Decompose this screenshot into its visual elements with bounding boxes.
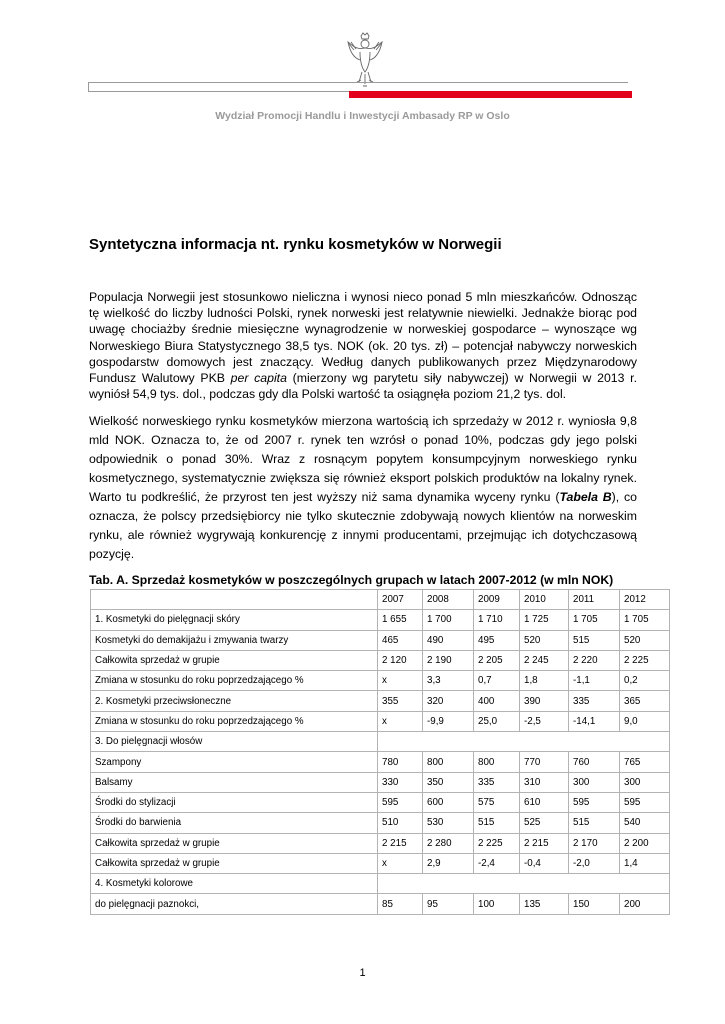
value-cell: 1 710 bbox=[474, 610, 520, 630]
header-red-bar bbox=[349, 91, 632, 98]
year-header: 2010 bbox=[520, 590, 569, 610]
row-label-cell: 2. Kosmetyki przeciwsłoneczne bbox=[91, 691, 378, 711]
value-cell: 1 705 bbox=[620, 610, 670, 630]
table-row bbox=[91, 853, 670, 873]
value-cell: 2 215 bbox=[378, 833, 423, 853]
value-cell: 350 bbox=[423, 772, 474, 792]
value-cell: 330 bbox=[378, 772, 423, 792]
value-cell: 515 bbox=[569, 630, 620, 650]
table-row bbox=[91, 752, 670, 772]
row-label-cell: Zmiana w stosunku do roku poprzedzającego % bbox=[91, 671, 378, 691]
value-cell: 135 bbox=[520, 894, 569, 914]
value-cell: 0,7 bbox=[474, 671, 520, 691]
value-cell: 2 215 bbox=[520, 833, 569, 853]
value-cell: 310 bbox=[520, 772, 569, 792]
value-cell: -2,0 bbox=[569, 853, 620, 873]
table-row bbox=[91, 610, 670, 630]
polish-eagle-emblem-icon bbox=[345, 30, 385, 90]
header-organization: Wydział Promocji Handlu i Inwestycji Ambasady RP w Oslo bbox=[215, 110, 510, 122]
row-label-cell: 3. Do pielęgnacji włosów bbox=[91, 732, 378, 752]
table-row bbox=[91, 792, 670, 812]
year-header: 2007 bbox=[378, 590, 423, 610]
value-cell: 760 bbox=[569, 752, 620, 772]
value-cell: 520 bbox=[620, 630, 670, 650]
value-cell: 530 bbox=[423, 813, 474, 833]
value-cell: 515 bbox=[569, 813, 620, 833]
value-cell: 2 245 bbox=[520, 650, 569, 670]
value-cell: 9,0 bbox=[620, 711, 670, 731]
value-cell: 540 bbox=[620, 813, 670, 833]
value-cell: 3,3 bbox=[423, 671, 474, 691]
value-cell: 515 bbox=[474, 813, 520, 833]
value-cell: 85 bbox=[378, 894, 423, 914]
value-cell: 2 190 bbox=[423, 650, 474, 670]
value-cell: 595 bbox=[378, 792, 423, 812]
value-cell: x bbox=[378, 711, 423, 731]
row-label-cell: do pielęgnacji paznokci, bbox=[91, 894, 378, 914]
table-body bbox=[91, 590, 670, 915]
value-cell: 765 bbox=[620, 752, 670, 772]
value-cell: 1 655 bbox=[378, 610, 423, 630]
value-cell: 520 bbox=[520, 630, 569, 650]
table-row bbox=[91, 691, 670, 711]
value-cell: 25,0 bbox=[474, 711, 520, 731]
row-label-cell: Całkowita sprzedaż w grupie bbox=[91, 833, 378, 853]
value-cell: 800 bbox=[423, 752, 474, 772]
value-cell: 2 280 bbox=[423, 833, 474, 853]
page-number: 1 bbox=[359, 967, 366, 979]
row-label-cell: Środki do stylizacji bbox=[91, 792, 378, 812]
value-cell: 1,4 bbox=[620, 853, 670, 873]
table-row bbox=[91, 894, 670, 914]
value-cell: -2,4 bbox=[474, 853, 520, 873]
value-cell: 2 205 bbox=[474, 650, 520, 670]
value-cell: 355 bbox=[378, 691, 423, 711]
value-cell: 320 bbox=[423, 691, 474, 711]
table-row bbox=[91, 772, 670, 792]
row-label-cell: Całkowita sprzedaż w grupie bbox=[91, 853, 378, 873]
value-cell: 465 bbox=[378, 630, 423, 650]
table-row bbox=[91, 732, 670, 752]
value-cell: 2 220 bbox=[569, 650, 620, 670]
value-cell: -1,1 bbox=[569, 671, 620, 691]
value-cell: 575 bbox=[474, 792, 520, 812]
value-cell: 490 bbox=[423, 630, 474, 650]
value-cell: 300 bbox=[569, 772, 620, 792]
value-cell: 595 bbox=[569, 792, 620, 812]
value-cell: 1 725 bbox=[520, 610, 569, 630]
year-header: 2012 bbox=[620, 590, 670, 610]
row-label-cell: 1. Kosmetyki do pielęgnacji skóry bbox=[91, 610, 378, 630]
value-cell: -0,4 bbox=[520, 853, 569, 873]
value-cell: -2,5 bbox=[520, 711, 569, 731]
value-cell: 525 bbox=[520, 813, 569, 833]
year-header: 2009 bbox=[474, 590, 520, 610]
row-label-cell: Zmiana w stosunku do roku poprzedzającego % bbox=[91, 711, 378, 731]
value-cell: 390 bbox=[520, 691, 569, 711]
value-cell: x bbox=[378, 671, 423, 691]
table-row bbox=[91, 671, 670, 691]
value-cell: 495 bbox=[474, 630, 520, 650]
section-empty-cell bbox=[378, 874, 670, 894]
value-cell: 1,8 bbox=[520, 671, 569, 691]
value-cell: 610 bbox=[520, 792, 569, 812]
value-cell: 335 bbox=[474, 772, 520, 792]
value-cell: 2 120 bbox=[378, 650, 423, 670]
table-row bbox=[91, 650, 670, 670]
value-cell: 2 200 bbox=[620, 833, 670, 853]
value-cell: 95 bbox=[423, 894, 474, 914]
value-cell: 510 bbox=[378, 813, 423, 833]
value-cell: 0,2 bbox=[620, 671, 670, 691]
value-cell: 780 bbox=[378, 752, 423, 772]
row-label-cell: Całkowita sprzedaż w grupie bbox=[91, 650, 378, 670]
row-label-cell: Balsamy bbox=[91, 772, 378, 792]
value-cell: 595 bbox=[620, 792, 670, 812]
value-cell: 335 bbox=[569, 691, 620, 711]
table-row bbox=[91, 874, 670, 894]
value-cell: 2,9 bbox=[423, 853, 474, 873]
value-cell: 150 bbox=[569, 894, 620, 914]
value-cell: 400 bbox=[474, 691, 520, 711]
value-cell: 600 bbox=[423, 792, 474, 812]
value-cell: 300 bbox=[620, 772, 670, 792]
value-cell: 2 170 bbox=[569, 833, 620, 853]
value-cell: x bbox=[378, 853, 423, 873]
section-empty-cell bbox=[378, 732, 670, 752]
value-cell: 100 bbox=[474, 894, 520, 914]
table-row bbox=[91, 813, 670, 833]
value-cell: 800 bbox=[474, 752, 520, 772]
document-title: Syntetyczna informacja nt. rynku kosmetyków w Norwegii bbox=[89, 236, 502, 253]
row-label-cell: 4. Kosmetyki kolorowe bbox=[91, 874, 378, 894]
row-label-cell: Środki do barwienia bbox=[91, 813, 378, 833]
value-cell: 1 705 bbox=[569, 610, 620, 630]
table-row bbox=[91, 711, 670, 731]
value-cell: -9,9 bbox=[423, 711, 474, 731]
value-cell: 365 bbox=[620, 691, 670, 711]
year-header: 2011 bbox=[569, 590, 620, 610]
value-cell: -14,1 bbox=[569, 711, 620, 731]
header-empty-cell bbox=[91, 590, 378, 610]
row-label-cell: Szampony bbox=[91, 752, 378, 772]
table-row bbox=[91, 833, 670, 853]
row-label-cell: Kosmetyki do demakijażu i zmywania twarzy bbox=[91, 630, 378, 650]
value-cell: 1 700 bbox=[423, 610, 474, 630]
sales-table bbox=[90, 589, 670, 915]
table-caption: Tab. A. Sprzedaż kosmetyków w poszczególnych grupach w latach 2007-2012 (w mln NOK) bbox=[89, 573, 614, 587]
table-header-row bbox=[91, 590, 670, 610]
table-row bbox=[91, 630, 670, 650]
paragraph-1: Populacja Norwegii jest stosunkowo nieliczna i wynosi nieco ponad 5 mln mieszkańców. Odnosząc tę wielkość do liczby ludności Polski, rynek norweski jest relatywnie niewielki. Jednakże biorąc pod uwagę chociażby średnie miesięczne wynagrodzenie w norweskiej gospodarce – wynoszące wg Norweskiego Biura Statystycznego 38,5 tys. NOK (ok. 20 tys. zł) – potencjał nabywczy norweskich gospodarstw domowych jest znaczący. Według danych publikowanych przez Międzynarodowy Fundusz Walutowy PKB per capita (mierzony wg parytetu siły nabywczej) w Norwegii w 2013 r. wyniósł 54,9 tys. dol., podczas gdy dla Polski wartość ta osiągnęła poziom 21,2 tys. dol. bbox=[89, 290, 637, 402]
year-header: 2008 bbox=[423, 590, 474, 610]
value-cell: 200 bbox=[620, 894, 670, 914]
value-cell: 2 225 bbox=[620, 650, 670, 670]
value-cell: 770 bbox=[520, 752, 569, 772]
paragraph-2: Wielkość norweskiego rynku kosmetyków mierzona wartością ich sprzedaży w 2012 r. wyniosła 9,8 mld NOK. Oznacza to, że od 2007 r. rynek ten wzrósł o ponad 10%, podczas gdy jego polski odpowiednik o ponad 30%. Wraz z rosnącym popytem konsumpcyjnym norweskiego rynku kosmetycznego, systematycznie zwiększa się również eksport polskich produktów na lokalny rynek. Warto tu podkreślić, że przyrost ten jest wyższy niż sama dynamika wyceny rynku (Tabela B), co oznacza, że polscy przedsiębiorcy nie tylko skutecznie zdobywają nowych klientów na norweskim rynku, ale również wygrywają konkurencję z innymi producentami, przejmując ich dotychczasową pozycję. bbox=[89, 414, 637, 561]
value-cell: 2 225 bbox=[474, 833, 520, 853]
